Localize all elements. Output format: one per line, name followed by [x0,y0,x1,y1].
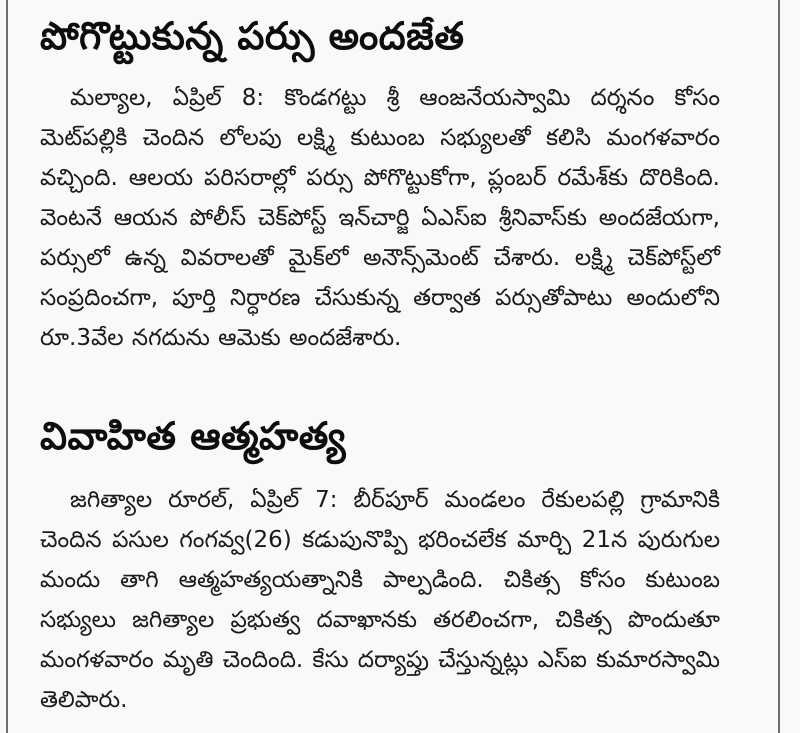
article-headline: పోగొట్టుకున్న పర్సు అందజేత [40,14,465,58]
article-lost-purse [40,8,780,358]
column-rule-left [6,0,8,733]
article-headline: వివాహిత ఆత్మహత్య [40,414,347,458]
article-suicide [40,408,780,720]
article-body: మల్యాల, ఏప్రిల్ 8: కొండగట్టు శ్రీ ఆంజనేయస్వామి దర్శనం కోసం మెట్‌పల్లికి చెందిన లోలపు లక్ష్మి కుటుంబ సభ్యులతో కలిసి మంగళవారం వచ్చింది. ఆలయ పరిసరాల్లో పర్సు పోగొట్టుకోగా, ప్లంబర్ రమేశ్‌కు దొరికింది. వెంటనే ఆయన పోలీస్ చెక్‌పోస్ట్ ఇన్‌చార్జి ఏఎస్ఐ శ్రీనివాస్‌కు అందజేయగా, పర్సులో ఉన్న వివరాలతో మైక్‌లో అనౌన్స్‌మెంట్ చేశారు. లక్ష్మి చెక్‌పోస్ట్‌లో సంప్రదించగా, పూర్తి నిర్ధారణ చేసుకున్న తర్వాత పర్సుతోపాటు అందులోని రూ.3వేల నగదును ఆమెకు అందజేశారు. [40,85,720,351]
article-body: జగిత్యాల రూరల్, ఏప్రిల్ 7: బీర్‌పూర్ మండలం రేకులపల్లి గ్రామానికి చెందిన పసుల గంగవ్వ(26) కడుపునొప్పి భరించలేక మార్చి 21న పురుగుల మందు తాగి ఆత్మహత్యయత్నానికి పాల్పడింది. చికిత్స కోసం కుటుంబ సభ్యులు జగిత్యాల ప్రభుత్వ దవాఖానకు తరలించగా, చికిత్స పొందుతూ మంగళవారం మృతి చెందింది. కేసు దర్యాప్తు చేస్తున్నట్లు ఎస్ఐ కుమారస్వామి తెలిపారు. [40,487,720,713]
